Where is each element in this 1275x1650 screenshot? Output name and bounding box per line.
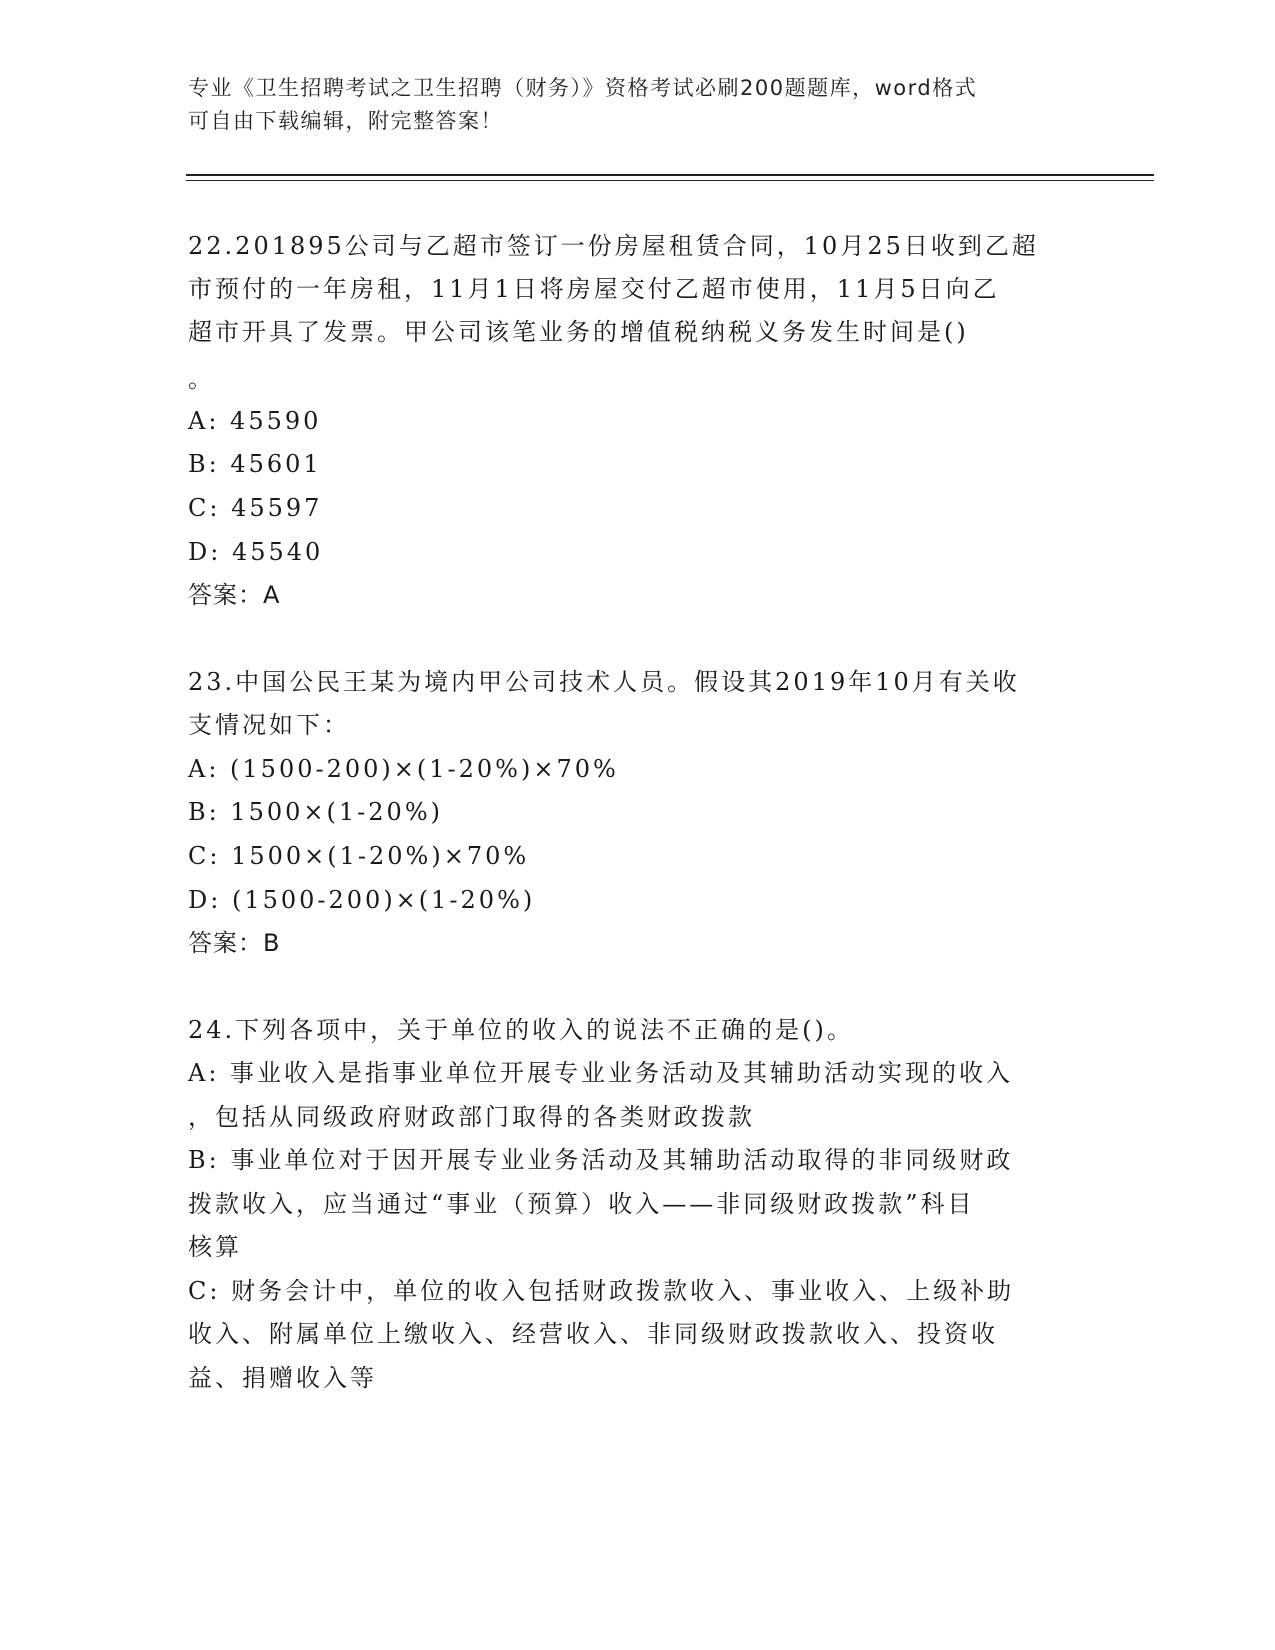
q23-answer: 答案：B <box>188 929 281 957</box>
q22-option-b: B: 45601 <box>188 450 322 478</box>
q24-option-a-line-1: A: 事业收入是指事业单位开展专业业务活动及其辅助活动实现的收入 <box>188 1059 1014 1087</box>
header-rule-thin <box>186 180 1154 181</box>
q23-option-d: D: (1500-200)×(1-20%) <box>188 886 536 914</box>
q23-option-a: A: (1500-200)×(1-20%)×70% <box>188 755 619 783</box>
header-line-2: 可自由下载编辑，附完整答案！ <box>188 109 503 133</box>
q23-option-b: B: 1500×(1-20%) <box>188 798 443 826</box>
q24-option-b-line-1: B: 事业单位对于因开展专业业务活动及其辅助活动取得的非同级财政 <box>188 1146 1014 1174</box>
q22-option-d: D: 45540 <box>188 538 324 566</box>
document-header <box>188 72 1088 138</box>
q23-option-c: C: 1500×(1-20%)×70% <box>188 842 530 870</box>
q22-stem-line-4: 。 <box>188 365 215 393</box>
q22-answer: 答案：A <box>188 581 281 609</box>
q22-stem-line-1: 22.201895公司与乙超市签订一份房屋租赁合同，10月25日收到乙超 <box>188 232 1039 260</box>
q22-stem-line-2: 市预付的一年房租，11月1日将房屋交付乙超市使用，11月5日向乙 <box>188 275 1000 303</box>
q23-stem-line-2: 支情况如下： <box>188 711 350 739</box>
q24-option-c-line-1: C: 财务会计中，单位的收入包括财政拨款收入、事业收入、上级补助 <box>188 1277 1015 1305</box>
q24-option-b-line-2: 拨款收入，应当通过“事业（预算）收入——非同级财政拨款”科目 <box>188 1190 975 1218</box>
q24-option-c-line-2: 收入、附属单位上缴收入、经营收入、非同级财政拨款收入、投资收 <box>188 1320 998 1348</box>
q24-stem-line-1: 24.下列各项中，关于单位的收入的说法不正确的是()。 <box>188 1016 854 1044</box>
q23-stem-line-1: 23.中国公民王某为境内甲公司技术人员。假设其2019年10月有关收 <box>188 668 1020 696</box>
q22-option-c: C: 45597 <box>188 494 323 522</box>
q22-option-a: A: 45590 <box>188 407 322 435</box>
header-rule-thick <box>186 174 1154 176</box>
q24-option-a-line-2: ，包括从同级政府财政部门取得的各类财政拨款 <box>188 1103 755 1131</box>
header-line-1: 专业《卫生招聘考试之卫生招聘（财务）》资格考试必刷200题题库，word格式 <box>188 76 978 100</box>
q24-option-c-line-3: 益、捐赠收入等 <box>188 1364 377 1392</box>
q22-stem-line-3: 超市开具了发票。甲公司该笔业务的增值税纳税义务发生时间是() <box>188 318 969 346</box>
q24-option-b-line-3: 核算 <box>188 1233 242 1261</box>
